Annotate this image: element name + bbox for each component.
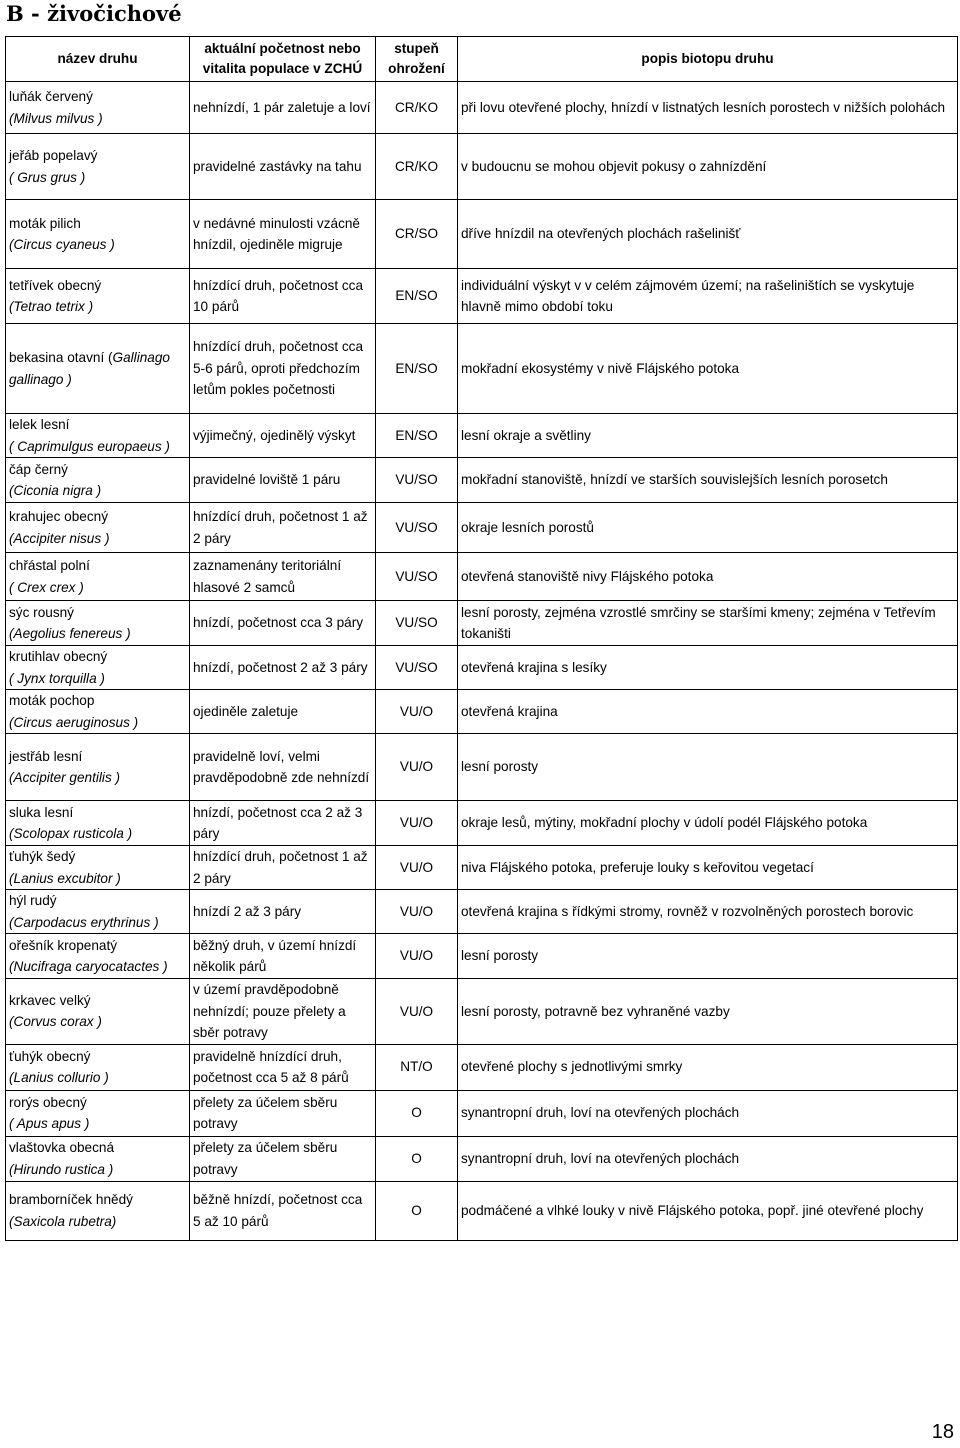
population-cell: pravidelné zastávky na tahu: [190, 134, 376, 200]
population-cell: hnízdí, početnost cca 2 až 3 páry: [190, 801, 376, 846]
population-cell: nehnízdí, 1 pár zaletuje a loví: [190, 82, 376, 134]
table-row: [6, 200, 958, 269]
population-cell: zaznamenány teritoriální hlasové 2 samců: [190, 553, 376, 601]
biotope-cell: otevřená krajina: [458, 690, 958, 734]
biotope-cell: mokřadní stanoviště, hnízdí ve starších souvislejších lesních porosetch: [458, 458, 958, 503]
species-czech-name: ťuhýk šedý: [9, 849, 76, 864]
population-cell: pravidelně hnízdící druh, početnost cca 5 až 8 párů: [190, 1044, 376, 1090]
species-czech-name: bekasina otavní (: [9, 350, 113, 365]
biotope-cell: otevřená krajina s řídkými stromy, rovněž v rozvolněných porostech borovic: [458, 890, 958, 934]
species-latin-name: ( Jynx torquilla ): [9, 670, 105, 686]
population-cell: ojediněle zaletuje: [190, 690, 376, 734]
species-latin-name: (Corvus corax ): [9, 1014, 102, 1030]
threat-level-cell: O: [376, 1136, 458, 1181]
population-cell: hnízdící druh, početnost 1 až 2 páry: [190, 503, 376, 553]
species-name-cell: [6, 414, 190, 458]
threat-level-cell: EN/SO: [376, 324, 458, 414]
threat-level-cell: VU/O: [376, 890, 458, 934]
species-name-cell: [6, 846, 190, 890]
threat-level-cell: VU/O: [376, 934, 458, 979]
species-name-cell: [6, 553, 190, 601]
species-latin-name: ( Apus apus ): [9, 1116, 90, 1131]
population-cell: běžný druh, v území hnízdí několik párů: [190, 934, 376, 979]
biotope-cell: při lovu otevřené plochy, hnízdí v listnatých lesních porostech v nižších polohách: [458, 82, 958, 134]
species-latin-name: ( Crex crex ): [9, 579, 84, 595]
table-row: [6, 458, 958, 503]
threat-level-cell: VU/SO: [376, 646, 458, 690]
biotope-cell: mokřadní ekosystémy v nivě Flájského potoka: [458, 324, 958, 414]
biotope-cell: lesní porosty: [458, 934, 958, 979]
population-cell: přelety za účelem sběru potravy: [190, 1090, 376, 1136]
table-row: [6, 846, 958, 890]
threat-level-cell: VU/SO: [376, 503, 458, 553]
threat-level-cell: VU/O: [376, 690, 458, 734]
species-name-cell: [6, 979, 190, 1045]
species-czech-name: jeřáb popelavý: [9, 148, 98, 163]
species-czech-name: jestřáb lesní: [9, 748, 83, 764]
species-czech-name: ořešník kropenatý: [9, 937, 118, 953]
species-czech-name: rorýs obecný: [9, 1094, 87, 1110]
table-row: [6, 890, 958, 934]
threat-level-cell: NT/O: [376, 1044, 458, 1090]
table-row: [6, 503, 958, 553]
header-biotope: popis biotopu druhu: [458, 37, 958, 82]
biotope-cell: otevřené plochy s jednotlivými smrky: [458, 1044, 958, 1090]
table-row: [6, 269, 958, 324]
threat-level-cell: VU/SO: [376, 553, 458, 601]
threat-level-cell: VU/O: [376, 846, 458, 890]
species-name-cell: [6, 690, 190, 734]
species-czech-name: moták pilich: [9, 215, 81, 231]
threat-level-cell: O: [376, 1181, 458, 1240]
biotope-cell: synantropní druh, loví na otevřených plochách: [458, 1136, 958, 1181]
population-cell: hnízdící druh, početnost cca 5-6 párů, oproti předchozím letům pokles početnosti: [190, 324, 376, 414]
biotope-cell: otevřená krajina s lesíky: [458, 646, 958, 690]
header-population: aktuální početnost nebo vitalita populace v ZCHÚ: [190, 37, 376, 82]
biotope-cell: lesní porosty: [458, 734, 958, 801]
biotope-cell: lesní porosty, potravně bez vyhraněné vazby: [458, 979, 958, 1045]
table-row: [6, 601, 958, 646]
species-name-cell: [6, 646, 190, 690]
species-name-cell: [6, 324, 190, 414]
species-latin-name: Gallinago gallinago ): [9, 350, 170, 387]
species-table: [5, 36, 958, 1241]
species-name-cell: [6, 82, 190, 134]
population-cell: hnízdící druh, početnost cca 10 párů: [190, 269, 376, 324]
species-czech-name: čáp černý: [9, 461, 68, 477]
species-latin-name: (Lanius collurio ): [9, 1070, 109, 1085]
biotope-cell: dříve hnízdil na otevřených plochách rašelinišť: [458, 200, 958, 269]
species-czech-name: chřástal polní: [9, 558, 90, 573]
species-latin-name: (Nucifraga caryocatactes ): [9, 959, 168, 974]
species-czech-name: lelek lesní: [9, 417, 70, 432]
species-czech-name: krutihlav obecný: [9, 649, 108, 664]
species-czech-name: krkavec velký: [9, 992, 91, 1008]
biotope-cell: lesní okraje a světliny: [458, 414, 958, 458]
threat-level-cell: VU/SO: [376, 458, 458, 503]
threat-level-cell: VU/SO: [376, 601, 458, 646]
species-name-cell: [6, 890, 190, 934]
population-cell: přelety za účelem sběru potravy: [190, 1136, 376, 1181]
population-cell: hnízdí, početnost 2 až 3 páry: [190, 646, 376, 690]
population-cell: v území pravděpodobně nehnízdí; pouze přelety a sběr potravy: [190, 979, 376, 1045]
table-row: [6, 414, 958, 458]
header-species-name: název druhu: [6, 37, 190, 82]
species-latin-name: (Carpodacus erythrinus ): [9, 914, 159, 930]
species-name-cell: [6, 1090, 190, 1136]
threat-level-cell: CR/KO: [376, 82, 458, 134]
species-latin-name: (Milvus milvus ): [9, 110, 103, 126]
biotope-cell: individuální výskyt v v celém zájmovém území; na rašeliništích se vyskytuje hlavně mimo období toku: [458, 269, 958, 324]
species-latin-name: (Aegolius fenereus ): [9, 626, 131, 641]
table-row: [6, 1181, 958, 1240]
table-row: [6, 1136, 958, 1181]
table-row: [6, 1044, 958, 1090]
threat-level-cell: EN/SO: [376, 414, 458, 458]
table-row: [6, 690, 958, 734]
threat-level-cell: CR/KO: [376, 134, 458, 200]
species-czech-name: sluka lesní: [9, 804, 74, 820]
species-czech-name: krahujec obecný: [9, 509, 108, 524]
table-row: [6, 82, 958, 134]
table-row: [6, 979, 958, 1045]
biotope-cell: niva Flájského potoka, preferuje louky s keřovitou vegetací: [458, 846, 958, 890]
threat-level-cell: O: [376, 1090, 458, 1136]
table-row: [6, 734, 958, 801]
species-name-cell: [6, 503, 190, 553]
species-czech-name: sýc rousný: [9, 604, 74, 620]
threat-level-cell: VU/O: [376, 801, 458, 846]
table-row: [6, 934, 958, 979]
species-name-cell: [6, 801, 190, 846]
page-number: 18: [931, 1421, 954, 1443]
species-latin-name: (Accipiter gentilis ): [9, 770, 121, 785]
biotope-cell: okraje lesů, mýtiny, mokřadní plochy v údolí podél Flájského potoka: [458, 801, 958, 846]
species-latin-name: ( Caprimulgus europaeus ): [9, 438, 170, 454]
species-name-cell: [6, 601, 190, 646]
species-name-cell: [6, 1136, 190, 1181]
population-cell: v nedávné minulosti vzácně hnízdil, ojediněle migruje: [190, 200, 376, 269]
header-threat-level: stupeň ohrožení: [376, 37, 458, 82]
population-cell: běžně hnízdí, početnost cca 5 až 10 párů: [190, 1181, 376, 1240]
biotope-cell: okraje lesních porostů: [458, 503, 958, 553]
species-name-cell: [6, 734, 190, 801]
threat-level-cell: VU/O: [376, 979, 458, 1045]
species-czech-name: tetřívek obecný: [9, 277, 102, 293]
species-latin-name: ( Grus grus ): [9, 169, 86, 185]
species-latin-name: (Circus cyaneus ): [9, 237, 115, 252]
threat-level-cell: EN/SO: [376, 269, 458, 324]
species-latin-name: (Saxicola rubetra): [9, 1213, 117, 1229]
species-latin-name: (Scolopax rusticola ): [9, 826, 133, 841]
species-latin-name: (Accipiter nisus ): [9, 530, 110, 546]
species-name-cell: [6, 269, 190, 324]
threat-level-cell: VU/O: [376, 734, 458, 801]
table-row: [6, 553, 958, 601]
table-row: [6, 1090, 958, 1136]
table-row: [6, 324, 958, 414]
population-cell: pravidelné loviště 1 páru: [190, 458, 376, 503]
species-name-cell: [6, 200, 190, 269]
biotope-cell: lesní porosty, zejména vzrostlé smrčiny se staršími kmeny; zejména v Tetřevím tokaništi: [458, 601, 958, 646]
species-czech-name: luňák červený: [9, 89, 93, 104]
population-cell: pravidelně loví, velmi pravděpodobně zde nehnízdí: [190, 734, 376, 801]
species-czech-name: moták pochop: [9, 693, 95, 708]
population-cell: výjimečný, ojedinělý výskyt: [190, 414, 376, 458]
species-czech-name: hýl rudý: [9, 893, 57, 908]
species-latin-name: (Lanius excubitor ): [9, 870, 121, 886]
table-row: [6, 646, 958, 690]
biotope-cell: v budoucnu se mohou objevit pokusy o zahnízdění: [458, 134, 958, 200]
species-latin-name: (Tetrao tetrix ): [9, 299, 94, 314]
species-name-cell: [6, 934, 190, 979]
population-cell: hnízdí 2 až 3 páry: [190, 890, 376, 934]
table-row: [6, 134, 958, 200]
species-czech-name: ťuhýk obecný: [9, 1048, 91, 1064]
species-name-cell: [6, 458, 190, 503]
biotope-cell: synantropní druh, loví na otevřených plochách: [458, 1090, 958, 1136]
species-latin-name: (Circus aeruginosus ): [9, 714, 139, 730]
biotope-cell: podmáčené a vlhké louky v nivě Flájského potoka, popř. jiné otevřené plochy: [458, 1181, 958, 1240]
population-cell: hnízdí, početnost cca 3 páry: [190, 601, 376, 646]
page-title: B - živočichové: [6, 1, 182, 26]
population-cell: hnízdící druh, početnost 1 až 2 páry: [190, 846, 376, 890]
species-czech-name: vlaštovka obecná: [9, 1140, 115, 1155]
species-latin-name: (Hirundo rustica ): [9, 1161, 114, 1177]
biotope-cell: otevřená stanoviště nivy Flájského potoka: [458, 553, 958, 601]
species-name-cell: [6, 1181, 190, 1240]
table-row: [6, 801, 958, 846]
species-latin-name: (Ciconia nigra ): [9, 483, 102, 498]
table-header-row: [6, 37, 958, 82]
species-name-cell: [6, 1044, 190, 1090]
threat-level-cell: CR/SO: [376, 200, 458, 269]
species-czech-name: bramborníček hnědý: [9, 1192, 133, 1207]
species-name-cell: [6, 134, 190, 200]
